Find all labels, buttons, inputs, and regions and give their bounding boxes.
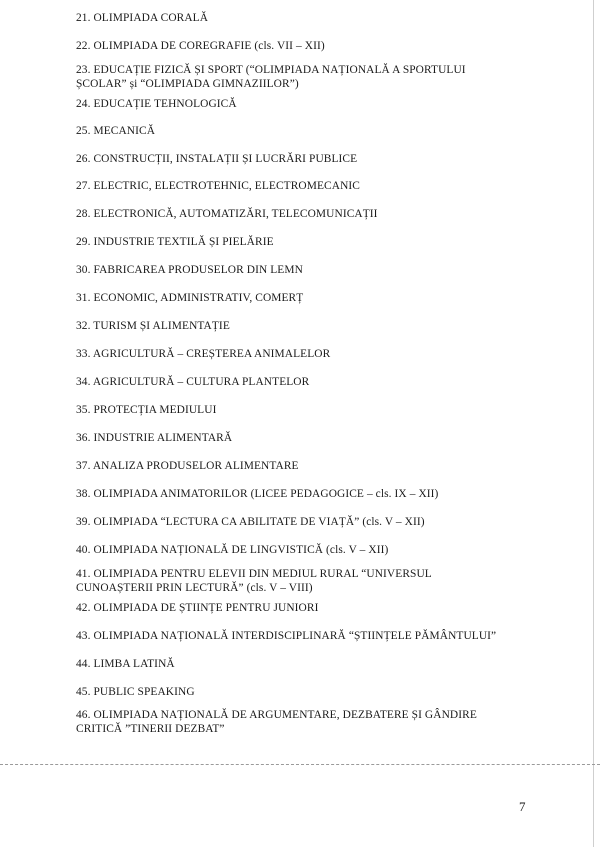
list-item-text: 37. ANALIZA PRODUSELOR ALIMENTARE xyxy=(76,460,299,472)
list-item-text: 30. FABRICAREA PRODUSELOR DIN LEMN xyxy=(76,264,303,276)
list-item-text: 44. LIMBA LATINĂ xyxy=(76,658,175,670)
list-item xyxy=(76,292,546,306)
list-item-text: 26. CONSTRUCȚII, INSTALAȚII ȘI LUCRĂRI PUBLICE xyxy=(76,153,358,165)
list-item-text-continued: CUNOAȘTERII PRIN LECTURĂ” (cls. V – VIII) xyxy=(76,581,313,594)
list-item xyxy=(76,544,546,558)
list-item-text: 33. AGRICULTURĂ – CREȘTEREA ANIMALELOR xyxy=(76,348,331,360)
list-item-text: 29. INDUSTRIE TEXTILĂ ȘI PIELĂRIE xyxy=(76,236,274,248)
page-edge-line xyxy=(593,0,594,847)
list-item-text: 35. PROTECȚIA MEDIULUI xyxy=(76,404,217,416)
list-item xyxy=(76,98,546,112)
list-item xyxy=(76,630,546,644)
list-item-text: 31. ECONOMIC, ADMINISTRATIV, COMERȚ xyxy=(76,292,304,304)
list-item-text: 38. OLIMPIADA ANIMATORILOR (LICEE PEDAGOGICE – cls. IX – XII) xyxy=(76,488,439,500)
list-item-text: 28. ELECTRONICĂ, AUTOMATIZĂRI, TELECOMUNICAȚII xyxy=(76,208,378,220)
list-item xyxy=(76,236,546,250)
list-item-text: 42. OLIMPIADA DE ȘTIINȚE PENTRU JUNIORI xyxy=(76,602,319,614)
list-item-text: 45. PUBLIC SPEAKING xyxy=(76,686,195,698)
list-item xyxy=(76,709,546,736)
list-item-text: 24. EDUCAȚIE TEHNOLOGICĂ xyxy=(76,98,237,110)
list-item-text: 25. MECANICĂ xyxy=(76,125,156,137)
list-item xyxy=(76,658,546,672)
list-item xyxy=(76,516,546,530)
list-item xyxy=(76,180,546,194)
list-item xyxy=(76,568,546,595)
page-number: 7 xyxy=(519,799,526,814)
list-item xyxy=(76,40,546,54)
list-item-text: 34. AGRICULTURĂ – CULTURA PLANTELOR xyxy=(76,376,310,388)
list-item-text: 39. OLIMPIADA “LECTURA CA ABILITATE DE VIAȚĂ” (cls. V – XII) xyxy=(76,516,425,528)
list-item xyxy=(76,153,546,167)
footer-divider xyxy=(0,764,600,765)
list-item xyxy=(76,488,546,502)
list-item-text-continued: ȘCOLAR” și “OLIMPIADA GIMNAZIILOR”) xyxy=(76,77,299,90)
list-item-text: 46. OLIMPIADA NAȚIONALĂ DE ARGUMENTARE, DEZBATERE ȘI GÂNDIRE xyxy=(76,709,477,721)
list-item-text: 41. OLIMPIADA PENTRU ELEVII DIN MEDIUL RURAL “UNIVERSUL xyxy=(76,568,432,580)
list-item-text: 22. OLIMPIADA DE COREGRAFIE (cls. VII – XII) xyxy=(76,40,325,52)
list-item xyxy=(76,376,546,390)
list-item-text: 27. ELECTRIC, ELECTROTEHNIC, ELECTROMECANIC xyxy=(76,180,360,192)
list-item-text: 23. EDUCAȚIE FIZICĂ ȘI SPORT (“OLIMPIADA NAȚIONALĂ A SPORTULUI xyxy=(76,64,466,76)
list-item xyxy=(76,12,546,26)
list-item xyxy=(76,404,546,418)
list-item-text: 43. OLIMPIADA NAȚIONALĂ INTERDISCIPLINARĂ “ȘTIINȚELE PĂMÂNTULUI” xyxy=(76,630,497,642)
list-item xyxy=(76,125,546,139)
list-item-text: 32. TURISM ȘI ALIMENTAȚIE xyxy=(76,320,230,332)
list-item xyxy=(76,432,546,446)
list-item-text: 40. OLIMPIADA NAȚIONALĂ DE LINGVISTICĂ (cls. V – XII) xyxy=(76,544,389,556)
list-item-text: 36. INDUSTRIE ALIMENTARĂ xyxy=(76,432,233,444)
list-item-text-continued: CRITICĂ ”TINERII DEZBAT” xyxy=(76,722,225,735)
list-item xyxy=(76,264,546,278)
list-item xyxy=(76,460,546,474)
list-item xyxy=(76,208,546,222)
list-item xyxy=(76,602,546,616)
list-item xyxy=(76,64,546,91)
list-item-text: 21. OLIMPIADA CORALĂ xyxy=(76,12,209,24)
list-item xyxy=(76,686,546,700)
list-item xyxy=(76,348,546,362)
list-item xyxy=(76,320,546,334)
